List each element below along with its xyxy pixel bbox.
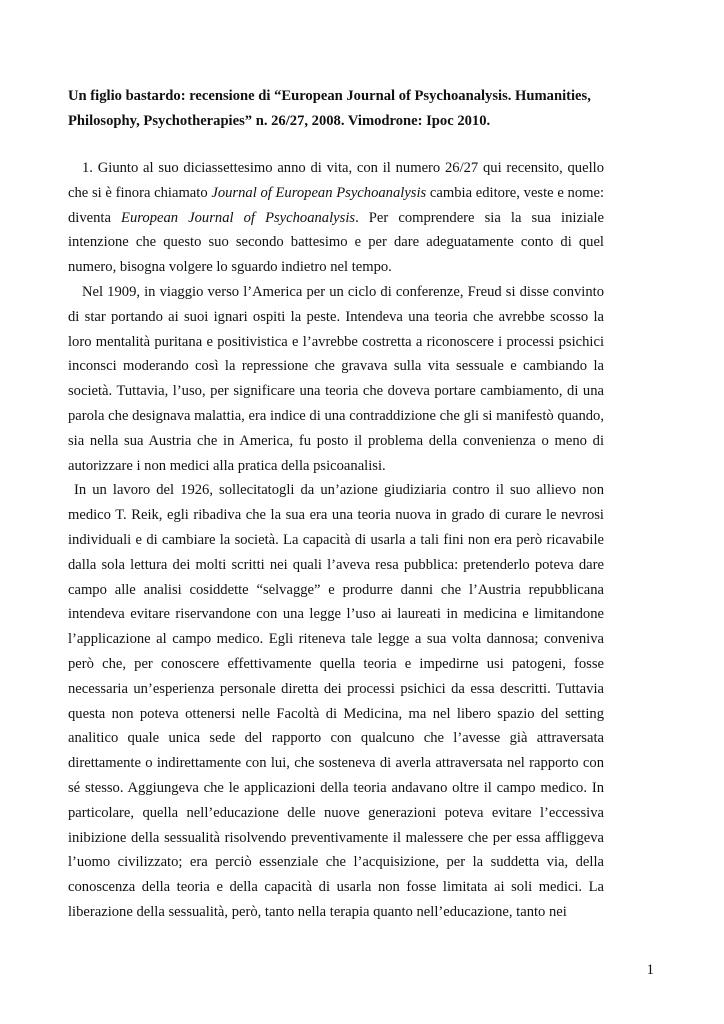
title-line-2: Philosophy, Psychotherapies” n. 26/27, 2008. Vimodrone: Ipoc 2010. [68, 112, 491, 129]
paragraph-1 [68, 156, 604, 280]
document-body [68, 84, 604, 925]
paragraph-1-text-c: . Per comprendere sia la sua iniziale intenzione che questo suo secondo battesimo e per dare adeguatamente conto di quel numero, bisogna volgere lo sguardo indietro nel tempo. [68, 209, 604, 276]
paragraph-2-text: Nel 1909, in viaggio verso l’America per un ciclo di conferenze, Freud si disse convinto di star portando ai suoi ignari ospiti la peste. Intendeva una teoria che avrebbe scosso la loro mentalità puritana e positivistica e l’avrebbe costretta a riconoscere i processi psichici inconsci moderando così la repressione che gravava sulla vita sessuale e cambiando la società. Tuttavia, l’uso, per significare una teoria che doveva portare cambiamento, di una parola che designava malattia, era indice di una contraddizione che gli si manifestò quando, sia nella sua Austria che in America, fu posto il problema della convenienza o meno di autorizzare i non medici alla pratica della psicoanalisi. [68, 283, 604, 474]
paragraph-3-text: In un lavoro del 1926, sollecitatogli da un’azione giudiziaria contro il suo allievo non medico T. Reik, egli ribadiva che la sua era una teoria nuova in grado di curare le nevrosi individuali e di cambiare la società. La capacità di usarla a tali fini non era però ricavabile dalla sola lettura dei molti scritti nei quali l’aveva resa pubblica: pretenderlo poteva dare campo alle analisi cosiddette “selvagge” e produrre danni che l’Austria repubblicana intendeva evitare riservandone con una legge l’uso ai laureati in medicina e limitandone l’applicazione al campo medico. Egli riteneva tale legge a sua volta dannosa; conveniva però che, per conoscere effettivamente quella teoria e impedirne usi patogeni, fosse necessaria un’esperienza personale diretta dei processi psichici da essa descritti. Tuttavia questa non poteva ottenersi nelle Facoltà di Medicina, ma nel libero spazio del setting analitico quale unica sede del rapporto con qualcuno che l’avesse già attraversata direttamente o indirettamente con lui, che sosteneva di averla attraversata nel rapporto con sé stesso. Aggiungeva che le applicazioni della teoria andavano oltre il campo medico. In particolare, quella nell’educazione delle nuove generazioni poteva evitare l’eccessiva inibizione della sessualità risolvendo preventivamente il malessere che per essa affliggeva l’uomo civilizzato; era perciò essenziale che l’acquisizione, per la suddetta via, della conoscenza della teoria e della capacità di usarla non fosse limitata ai soli medici. La liberazione della sessualità, però, tanto nella terapia quanto nell’educazione, tanto nei [68, 482, 604, 920]
journal-new-name: European Journal of Psychoanalysis [121, 209, 356, 226]
title-line-1: Un figlio bastardo: recensione di “European Journal of Psychoanalysis. Humanities, [68, 88, 591, 104]
paragraph-3 [68, 478, 604, 924]
paragraph-2 [68, 280, 604, 478]
paragraph-1-text-a: 1. Giunto al suo diciassettesimo anno di vita, con il numero 26/27 qui recensito, quello che si è finora chiamato [68, 160, 604, 201]
document-title [68, 84, 604, 133]
journal-old-name: Journal of European Psychoanalysis [211, 184, 427, 201]
paragraph-1-text-b: cambia editore, veste e nome: diventa [68, 184, 604, 226]
page-number: 1 [646, 962, 654, 978]
